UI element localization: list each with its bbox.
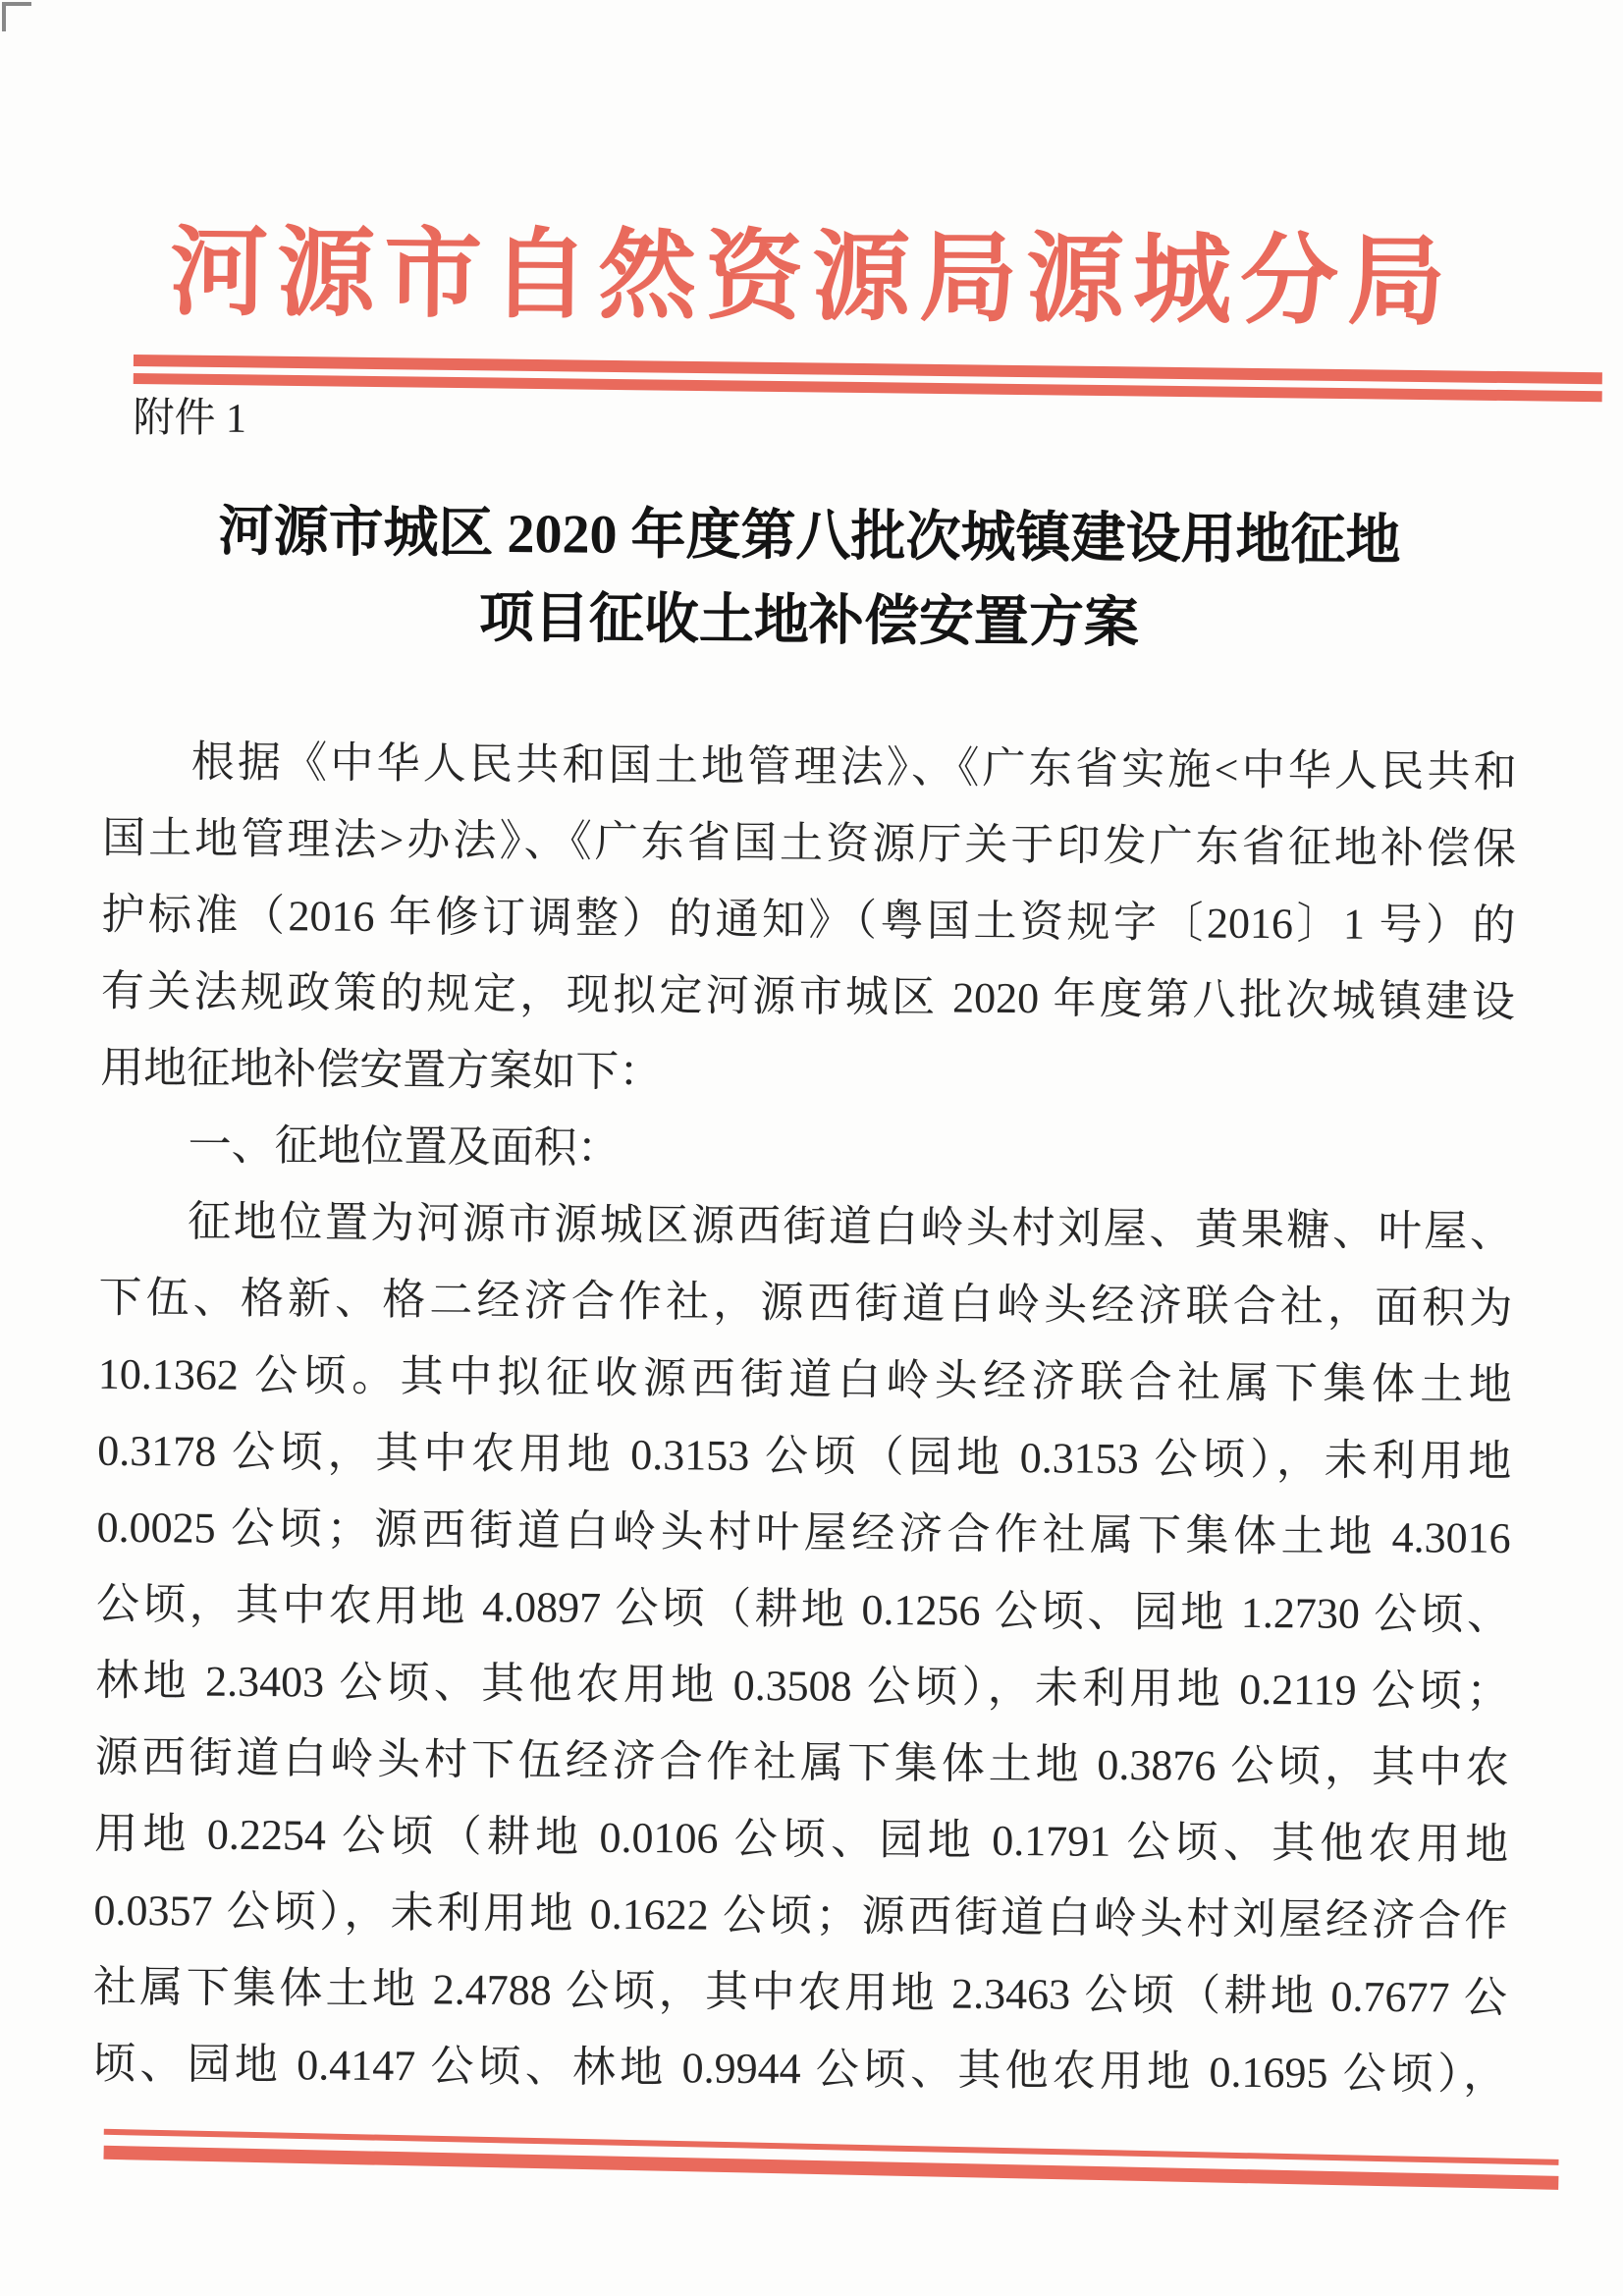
document-title-line1: 河源市城区 2020 年度第八批次城镇建设用地征地 [218, 501, 1401, 573]
footer-red-rule-lower [103, 2146, 1558, 2190]
body-text-line: 有关法规政策的规定，现拟定河源市城区 2020 年度第八批次城镇建设 [100, 966, 1516, 1027]
body-text-line: 护标准（2016 年修订调整）的通知》（粤国土资规字〔2016〕1 号）的 [101, 890, 1516, 951]
body-text-line: 源西街道白岭头村下伍经济合作社属下集体土地 0.3876 公顷，其中农 [94, 1732, 1509, 1793]
body-text-line: 0.3178 公顷，其中农用地 0.3153 公顷（园地 0.3153 公顷），未利用地 [97, 1426, 1512, 1487]
body-text-line: 社属下集体土地 2.4788 公顷，其中农用地 2.3463 公顷（耕地 0.7677 公 [92, 1962, 1508, 2023]
body-text-line: 0.0357 公顷），未利用地 0.1622 公顷；源西街道白岭头村刘屋经济合作 [93, 1886, 1508, 1946]
agency-letterhead: 河源市自然资源局源城分局 [169, 218, 1455, 338]
body-text-line: 顷、园地 0.4147 公顷、林地 0.9944 公顷、其他农用地 0.1695 公顷）， [92, 2039, 1507, 2100]
body-text-line: 0.0025 公顷；源西街道白岭头村叶屋经济合作社属下集体土地 4.3016 [96, 1503, 1511, 1563]
body-text-line: 林地 2.3403 公顷、其他农用地 0.3508 公顷），未利用地 0.2119 公顷； [95, 1656, 1510, 1717]
body-text-line: 下伍、格新、格二经济合作社，源西街道白岭头经济联合社，面积为 [98, 1273, 1513, 1334]
body-text-line: 根据《中华人民共和国土地管理法》、《广东省实施<中华人民共和 [190, 738, 1517, 797]
document-title [102, 489, 1517, 669]
body-text-line: 公顷，其中农用地 4.0897 公顷（耕地 0.1256 公顷、园地 1.2730 公顷、 [95, 1579, 1511, 1640]
body-section-heading: 一、征地位置及面积： [188, 1121, 621, 1173]
body-text-line: 国土地管理法>办法》、《广东省国土资源厅关于印发广东省征地补偿保 [101, 813, 1517, 874]
body-text-line: 用地征地补偿安置方案如下： [100, 1043, 663, 1097]
document-title-line2: 项目征收土地补偿安置方案 [478, 587, 1140, 655]
body-text-line: 用地 0.2254 公顷（耕地 0.0106 公顷、园地 0.1791 公顷、其他农用地 [93, 1809, 1509, 1870]
body-text-line: 10.1362 公顷。其中拟征收源西街道白岭头经济联合社属下集体土地 [97, 1349, 1512, 1410]
attachment-label: 附件 1 [133, 395, 247, 442]
document-body [92, 724, 1517, 2113]
body-text-line: 征地位置为河源市源城区源西街道白岭头村刘屋、黄果糖、叶屋、 [187, 1197, 1514, 1257]
